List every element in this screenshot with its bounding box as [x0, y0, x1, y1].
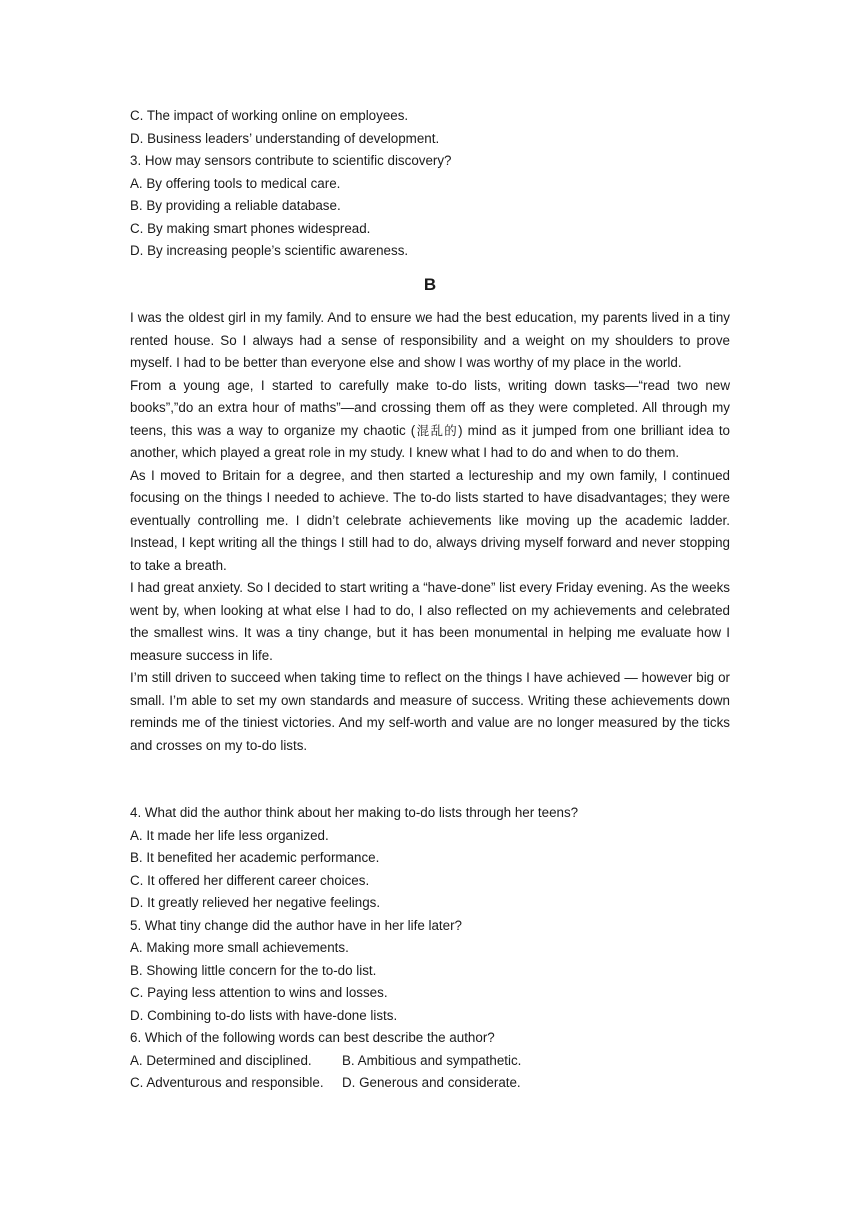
option-line: D. Generous and considerate. — [342, 1075, 521, 1090]
option-line: B. By providing a reliable database. — [130, 198, 341, 213]
option-line: C. By making smart phones widespread. — [130, 220, 371, 236]
passage-paragraph: I had great anxiety. So I decided to start writing a “have-done” list every Friday evening. As the weeks went by, when looking at what else I had to do, I also reflected on my achievements and celebrated the smallest wins. It was a tiny change, but it has been monumental in helping me evaluate how I measure success in life. — [130, 580, 730, 663]
option-line: B. Ambitious and sympathetic. — [342, 1052, 522, 1068]
chinese-gloss: 混乱的 — [415, 422, 459, 438]
option-line: B. It benefited her academic performance. — [130, 850, 380, 865]
reading-passage — [130, 307, 730, 757]
option-line: C. Paying less attention to wins and losses. — [130, 985, 388, 1000]
option-row — [130, 1072, 730, 1095]
previous-question-block — [130, 105, 730, 263]
passage-paragraph: As I moved to Britain for a degree, and then started a lectureship and my own family, I continued focusing on the things I needed to achieve. The to-do lists started to have disadvantages; they were eventually controlling me. I didn’t celebrate achievements like moving up the academic ladder. Instead, I kept writing all the things I still had to do, always driving myself forward and never stopping to take a breath. — [130, 467, 730, 573]
questions-block — [130, 802, 730, 1095]
option-row — [130, 1050, 730, 1073]
option-line: D. It greatly relieved her negative feelings. — [130, 895, 381, 910]
paragraph-text: ) mind as it jumped from one brilliant idea to another, which played a great role in my study. I knew what I had to do and when to do them. — [130, 422, 730, 460]
option-line: A. By offering tools to medical care. — [130, 175, 341, 191]
passage-paragraph — [130, 375, 730, 465]
question-line: 6. Which of the following words can best describe the author? — [130, 1030, 495, 1045]
question-line: 3. How may sensors contribute to scientific discovery? — [130, 153, 452, 168]
option-line: D. By increasing people’s scientific awareness. — [130, 243, 409, 258]
option-line: C. Adventurous and responsible. — [130, 1075, 324, 1090]
option-line: D. Combining to-do lists with have-done lists. — [130, 1007, 398, 1023]
question-line: 5. What tiny change did the author have in her life later? — [130, 917, 462, 933]
passage-paragraph: I’m still driven to succeed when taking time to reflect on the things I have achieved — however big or small. I’m able to set my own standards and measure of success. Writing these achievements down reminds me of the tiniest victories. And my self-worth and value are no longer measured by the ticks and crosses on my to-do lists. — [130, 670, 730, 753]
passage-paragraph: I was the oldest girl in my family. And to ensure we had the best education, my parents lived in a tiny rented house. So I always had a sense of responsibility and a weight on my shoulders to prove myself. I had to be better than everyone else and show I was worthy of my place in the world. — [130, 310, 730, 370]
question-line: 4. What did the author think about her making to-do lists through her teens? — [130, 805, 579, 820]
option-line: A. Determined and disciplined. — [130, 1052, 312, 1068]
option-line: D. Business leaders’ understanding of development. — [130, 130, 440, 146]
paragraph-text: From a young age, I started to carefully make to-do lists, writing down tasks—“read two new books”,”do an extra hour of maths”—and crossing them off as they were completed. All through my teens, this was a way to organize my chaotic ( — [130, 377, 730, 438]
option-line: B. Showing little concern for the to-do list. — [130, 962, 377, 978]
option-line: A. It made her life less organized. — [130, 827, 329, 843]
option-line: C. It offered her different career choices. — [130, 872, 370, 888]
option-line: A. Making more small achievements. — [130, 940, 349, 955]
section-heading: B — [423, 275, 437, 294]
option-line: C. The impact of working online on employees. — [130, 108, 409, 123]
